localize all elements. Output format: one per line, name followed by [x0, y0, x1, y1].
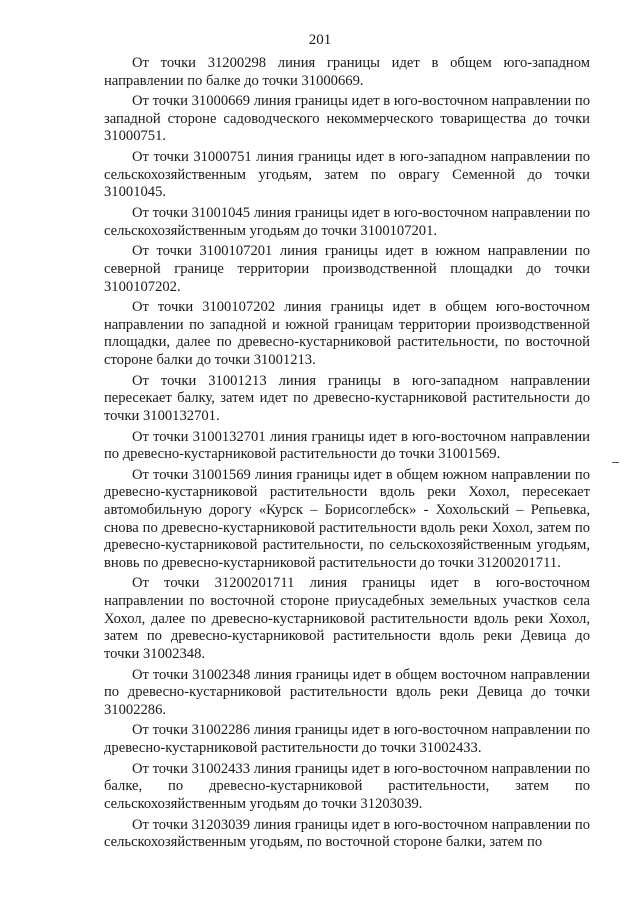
paragraph: От точки 3100107201 линия границы идет в южном направлении по северной границе территории производственной площадки до точки 3100107202. — [104, 243, 590, 295]
paragraph: От точки 3100107202 линия границы идет в общем юго-восточном направлении по западной и южной границам территории производственной площадки, далее по древесно-кустарниковой растительности, по восточной стороне балки до точки 31001213. — [104, 299, 590, 368]
paragraph: От точки 31001213 линия границы в юго-западном направлении пересекает балку, затем идет по древесно-кустарниковой растительности до точки 3100132701. — [104, 372, 590, 424]
paragraph: От точки 31002348 линия границы идет в общем восточном направлении по древесно-кустарниковой растительности вдоль реки Девица до точки 31002286. — [104, 666, 590, 718]
paragraph: От точки 31002286 линия границы идет в юго-восточном направлении по древесно-кустарниковой растительности до точки 31002433. — [104, 722, 590, 756]
paragraph: От точки 31203039 линия границы идет в юго-восточном направлении по сельскохозяйственным угодьям, по восточной стороне балки, затем по — [104, 816, 590, 851]
paragraph: От точки 31002433 линия границы идет в юго-восточном направлении по балке, по древесно-кустарниковой растительности, затем по сельскохозяйственным угодьям до точки 31203039. — [104, 760, 590, 812]
page-number: 201 — [308, 32, 332, 48]
paragraph: От точки 3100132701 линия границы идет в юго-восточном направлении по древесно-кустарниковой растительности до точки 31001569. — [104, 428, 590, 463]
document-body — [104, 55, 590, 855]
paragraph: От точки 31200298 линия границы идет в общем юго-западном направлении по балке до точки 31000669. — [104, 55, 590, 89]
paragraph: От точки 31001569 линия границы идет в общем южном направлении по древесно-кустарниковой растительности вдоль реки Хохол, пересекает автомобильную дорогу «Курск – Борисоглебск» - Хохольский – Репьевка, снова по древесно-кустарниковой растительности вдоль реки Хохол, затем по древесно-кустарниковой растительности, по сельскохозяйственным угодьям, вновь по древесно-кустарниковой растительности до точки 31200201711. — [104, 466, 590, 571]
paragraph: От точки 31000751 линия границы идет в юго-западном направлении по сельскохозяйственным угодьям, затем по оврагу Семенной до точки 31001045. — [104, 149, 590, 201]
paragraph: От точки 31200201711 линия границы идет в юго-восточном направлении по восточной стороне приусадебных земельных участков села Хохол, далее по древесно-кустарниковой растительности вдоль реки Хохол, затем по древесно-кустарниковой растительности вдоль реки Девица до точки 31002348. — [104, 575, 590, 662]
paragraph: От точки 31000669 линия границы идет в юго-восточном направлении по западной стороне садоводческого некоммерческого товарищества до точки 31000751. — [104, 93, 590, 145]
margin-mark — [612, 462, 619, 463]
paragraph: От точки 31001045 линия границы идет в юго-восточном направлении по сельскохозяйственным угодьям до точки 3100107201. — [104, 205, 590, 239]
